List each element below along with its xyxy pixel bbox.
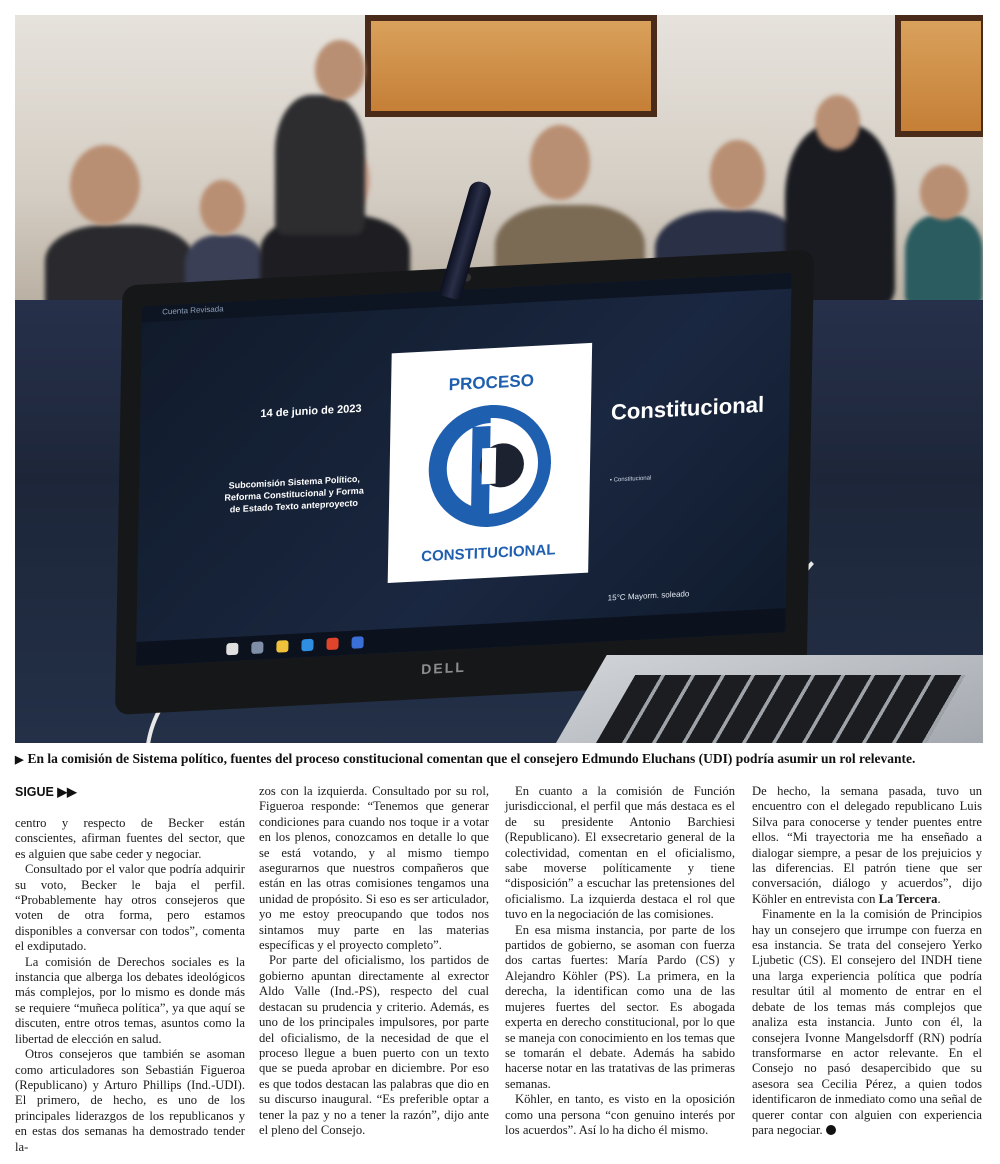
person-silhouette	[905, 215, 983, 305]
slide-date: 14 de junio de 2023	[260, 402, 362, 421]
newspaper-name: La Tercera	[878, 891, 938, 906]
slide-footer: ▪ Constitucional	[609, 475, 652, 484]
person-silhouette	[275, 95, 365, 235]
app-icon[interactable]	[351, 636, 363, 649]
person-head	[710, 140, 765, 210]
paragraph	[752, 907, 982, 1138]
article-photo	[15, 15, 983, 743]
caption-marker-icon: ▶	[15, 754, 24, 766]
paragraph: Por parte del oficialismo, los partidos de gobierno apuntan directamente al exrector Aldo Valle (Ind.-PS), respecto del cual destacan su prudencia y criterio. Además, es uno de los principales impulsores, por parte del oficialismo, de la necesidad de que el proceso llegue a buen puerto con un texto que se pueda aprobar en diciembre. Por eso es que todos destacan las palabras que dio en su discurso inaugural. “Es preferible optar a tener la paz y no a tener la razón”, dijo ante el pleno del Consejo.	[259, 953, 489, 1137]
keys	[589, 675, 965, 743]
caption-text: En la comisión de Sistema político, fuentes del proceso constitucional comentan que el consejero Edmundo Eluchans (UDI) podría asumir un rol relevante.	[27, 751, 916, 766]
article-column-1	[15, 816, 245, 1155]
folder-icon[interactable]	[276, 640, 288, 653]
person-head	[70, 145, 140, 225]
edge-icon[interactable]	[301, 639, 313, 652]
article-column-3	[505, 784, 735, 1138]
window-title: Cuenta Revisada	[162, 304, 224, 317]
paragraph: En esa misma instancia, por parte de los partidos de gobierno, se asoman con fuerza dos cartas fuertes: María Pardo (CS) y Alejandro Köhler (PS). La primera, en la derecha, la identifican como una de las mujeres fuertes del sector. Es abogada experta en derecho constitucional, por lo que se maneja con conocimiento en los temas que se tomarán el debate. Además ha sabido hacerse notar en las tratativas de las primeras semanas.	[505, 922, 735, 1091]
sigue-label: SIGUE ▶▶	[15, 785, 77, 799]
keyboard	[543, 655, 983, 743]
article-column-2	[259, 784, 489, 1138]
paragraph: zos con la izquierda. Consultado por su rol, Figueroa responde: “Tenemos que generar condiciones para cuando nos toque ir a votar en los plenos, conozcamos en detalle lo que se está votando, y al mismo tiempo asegurarnos que nuestros compañeros que están en las otras comisiones tengamos una unidad de propósito. Si eso es ser articulador, yo me estoy preocupando que todos nos sintamos muy parte en las materias específicas y el proyecto completo”.	[259, 784, 489, 953]
paragraph: centro y respecto de Becker están conscientes, afirman fuentes del sector, que es alguien que sabe ceder y negociar.	[15, 816, 245, 861]
window	[365, 15, 657, 117]
window	[895, 15, 983, 137]
search-icon[interactable]	[251, 641, 263, 654]
paragraph-text: .	[937, 891, 941, 906]
weather-widget[interactable]: 15°C Mayorm. soleado	[607, 589, 690, 603]
person-head	[315, 40, 365, 100]
person-head	[530, 125, 590, 200]
person-head	[815, 95, 860, 150]
paragraph: La comisión de Derechos sociales es la instancia que alberga los debates ideológicos más complejos, por lo mismo es donde más se requiere “muñeca política”, ya que aquí se discuten, entre otros temas, asuntos como la libertad de elección en salud.	[15, 954, 245, 1046]
person-head	[920, 165, 968, 220]
chrome-icon[interactable]	[326, 637, 338, 650]
paragraph	[752, 784, 982, 907]
slide-title: Constitucional	[610, 391, 765, 425]
logo-text-bottom: CONSTITUCIONAL	[421, 541, 556, 566]
logo-text-top: PROCESO	[448, 370, 535, 395]
paragraph: Consultado por el valor que podría adquirir su voto, Becker le baja el perfil. “Probablemente hay otros consejeros que voten de otra forma, pero estamos disponibles a conversar con todos”, comenta el exdiputado.	[15, 862, 245, 954]
article-column-4	[752, 784, 982, 1138]
paragraph-text: Finamente en la la comisión de Principios hay un consejero que irrumpe con fuerza en esa instancia. Se trata del consejero Yerko Ljubetic (CS). El consejero del INDH tiene una larga experiencia política que podría resultar útil al momento de entrar en el debate de los temas más complejos que analiza esta instancia. Junto con él, la consejera Ivonne Mangelsdorff (RN) podría transformarse en actor relevante. En el Consejo no pasó desapercibido que su asesora sea Cecilia Pérez, a quien todos identificaron de inmediato como una señal de querer contar con alguien con experiencia para negociar.	[752, 907, 982, 1137]
paragraph-text: De hecho, la semana pasada, tuvo un encuentro con el delegado republicano Luis Silva para conocerse y tender puentes entre ellos. “Mi trayectoria me ha enseñado a dialogar siempre, a pesar de los prejuicios y las diferencias. El patrón tiene que ser conversación, diálogo y acuerdos”, dijo Köhler en entrevista con	[752, 784, 982, 906]
paragraph: Otros consejeros que también se asoman como articuladores son Sebastián Figueroa (Republicano) y Arturo Phillips (Ind.-UDI). El primero, de hecho, es uno de los principales liderazgos de los republicanos y en estas dos semanas ha demostrado tender la-	[15, 1047, 245, 1154]
proceso-constitucional-logo	[388, 343, 592, 583]
slide-subtitle: Subcomisión Sistema Político, Reforma Constitucional y Forma de Estado Texto anteproyecto	[224, 473, 364, 515]
start-icon[interactable]	[226, 643, 238, 656]
logo-graphic	[388, 343, 592, 583]
end-of-article-icon	[826, 1125, 836, 1135]
laptop	[115, 249, 814, 715]
person-head	[200, 180, 245, 235]
laptop-screen	[136, 273, 792, 666]
dell-logo: DELL	[421, 658, 467, 678]
paragraph: Köhler, en tanto, es visto en la oposición como una persona “con genuino interés por los acuerdos”. Así lo ha dicho él mismo.	[505, 1092, 735, 1137]
photo-caption	[15, 751, 983, 767]
paragraph: En cuanto a la comisión de Función jurisdiccional, el perfil que más destaca es el de su presidente Antonio Barchiesi (Republicano). El exsecretario general de la colectividad, comentan en el oficialismo, sabe moverse políticamente y tiene “disposición” a escuchar las pretensiones del oficialismo. La izquierda destaca el rol que tuvo en la negociación de las comisiones.	[505, 784, 735, 922]
